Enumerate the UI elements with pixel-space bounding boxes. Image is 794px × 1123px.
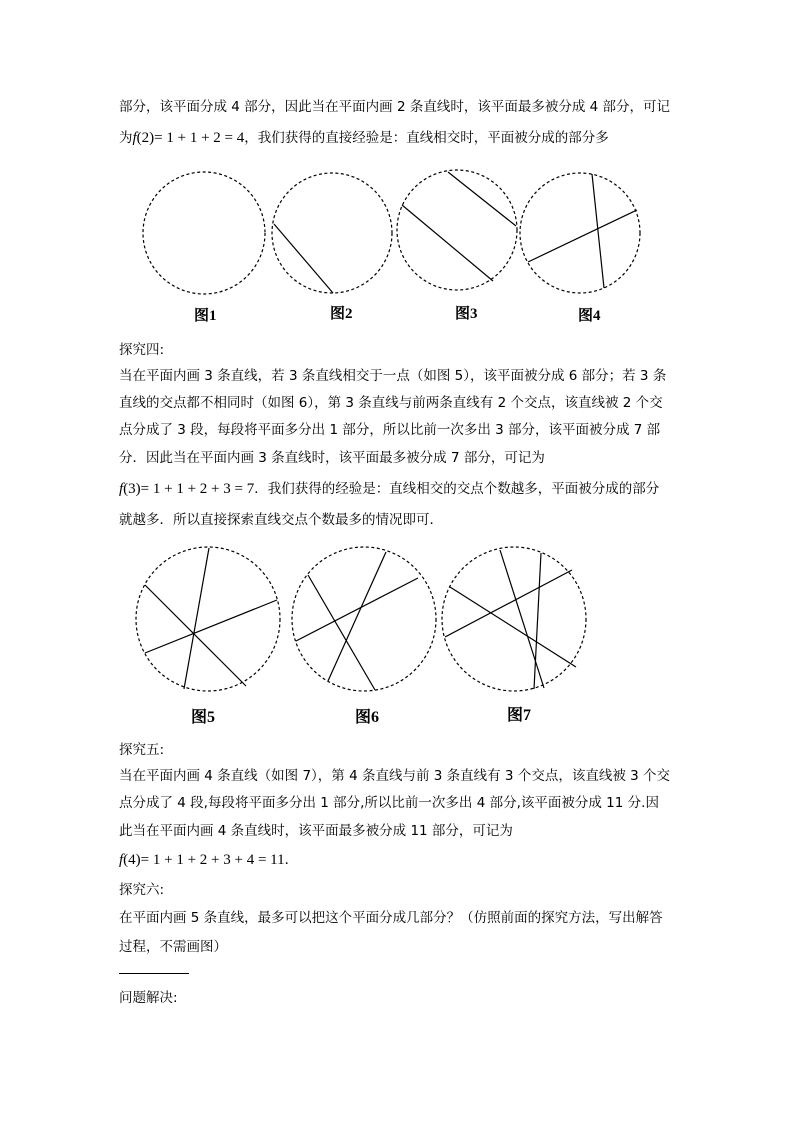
section-4-formula-suffix: ．我们获得的经验是：直线相交的交点个数越多，平面被分成的部分 bbox=[254, 481, 660, 497]
fig4-circle bbox=[520, 173, 640, 293]
section-5-line-1: 当在平面内画 4 条直线（如图 7），第 4 条直线与前 3 条直线有 3 个交点，该直线被 3 个交 bbox=[119, 768, 670, 784]
figure-6-caption: 图6 bbox=[355, 709, 380, 726]
section-5-title: 探究五: bbox=[119, 742, 165, 758]
fig3-line-a bbox=[448, 172, 516, 226]
figure-5-caption: 图5 bbox=[191, 709, 216, 726]
section-5-formula-line bbox=[119, 848, 298, 869]
fig5-circle bbox=[136, 547, 280, 691]
formula-f2: f(2)= 1 + 1 + 2 = 4 bbox=[132, 130, 245, 146]
fig5-line-c bbox=[145, 600, 277, 653]
section-4-line-1: 当在平面内画 3 条直线，若 3 条直线相交于一点（如图 5），该平面被分成 6 部分；若 3 条 bbox=[119, 368, 667, 384]
section-4-line-4: 分．因此当在平面内画 3 条直线时，该平面最多被分成 7 部分，可记为 bbox=[119, 450, 545, 466]
section-4-line-2: 直线的交点都不相同时（如图 6），第 3 条直线与前两条直线有 2 个交点，该直线被 2 个交 bbox=[119, 395, 663, 411]
formula-f3: f(3)= 1 + 1 + 2 + 3 = 7 bbox=[119, 481, 255, 497]
figure-2-caption: 图2 bbox=[330, 306, 353, 322]
fig6-line-c bbox=[296, 578, 418, 641]
figure-3-caption: 图3 bbox=[455, 306, 478, 322]
problem-solving-title: 问题解决: bbox=[119, 990, 178, 1006]
fig6-circle bbox=[292, 547, 436, 691]
fig5-line-a bbox=[184, 548, 209, 689]
fig5-line-b bbox=[145, 585, 246, 686]
section-6-line-2: 过程，不需画图） bbox=[119, 939, 227, 955]
section-4-formula-line bbox=[119, 477, 659, 498]
intro-line-2-suffix: ，我们获得的直接经验是：直线相交时，平面被分成的部分多 bbox=[244, 130, 609, 146]
figure-4-caption: 图4 bbox=[578, 308, 601, 324]
section-5-line-3: 此当在平面内画 4 条直线时，该平面最多被分成 11 部分，可记为 bbox=[119, 823, 513, 839]
fig3-circle bbox=[397, 170, 517, 290]
section-4-title: 探究四: bbox=[119, 342, 165, 358]
formula-f4: f(4)= 1 + 1 + 2 + 3 + 4 = 11 bbox=[119, 852, 285, 868]
fig3-line-b bbox=[402, 205, 493, 281]
fig7-circle bbox=[442, 547, 586, 691]
section-4-line-3: 点分成了 3 段，每段将平面多分出 1 部分，所以比前一次多出 3 部分，该平面被分成 7 部 bbox=[119, 422, 661, 438]
fig2-circle bbox=[272, 173, 392, 293]
section-6-title: 探究六: bbox=[119, 882, 165, 898]
fig1-circle bbox=[143, 172, 265, 294]
section-5-line-2: 点分成了 4 段,每段将平面多分出 1 部分,所以比前一次多出 4 部分,该平面被分成 11 分.因 bbox=[119, 795, 659, 811]
fig7-line-c bbox=[450, 587, 576, 667]
figure-7-caption: 图7 bbox=[507, 707, 532, 724]
intro-line-2-prefix: 为 bbox=[119, 130, 133, 146]
fig6-line-b bbox=[328, 552, 386, 681]
fig6-line-a bbox=[308, 575, 375, 690]
fig2-line bbox=[274, 224, 333, 293]
section-5-formula-suffix: ． bbox=[284, 852, 299, 868]
fig4-line-b bbox=[528, 210, 637, 262]
section-6-line-1: 在平面内画 5 条直线，最多可以把这个平面分成几部分？（仿照前面的探究方法，写出解答 bbox=[119, 910, 663, 926]
intro-line-1: 部分，该平面分成 4 部分，因此当在平面内画 2 条直线时，该平面最多被分成 4 部分，可记 bbox=[119, 99, 671, 115]
fig7-line-d bbox=[445, 570, 572, 637]
answer-blank-line bbox=[119, 973, 189, 974]
section-4-last-line: 就越多．所以直接探索直线交点个数最多的情况即可． bbox=[119, 512, 443, 528]
figure-1-caption: 图1 bbox=[194, 308, 217, 324]
